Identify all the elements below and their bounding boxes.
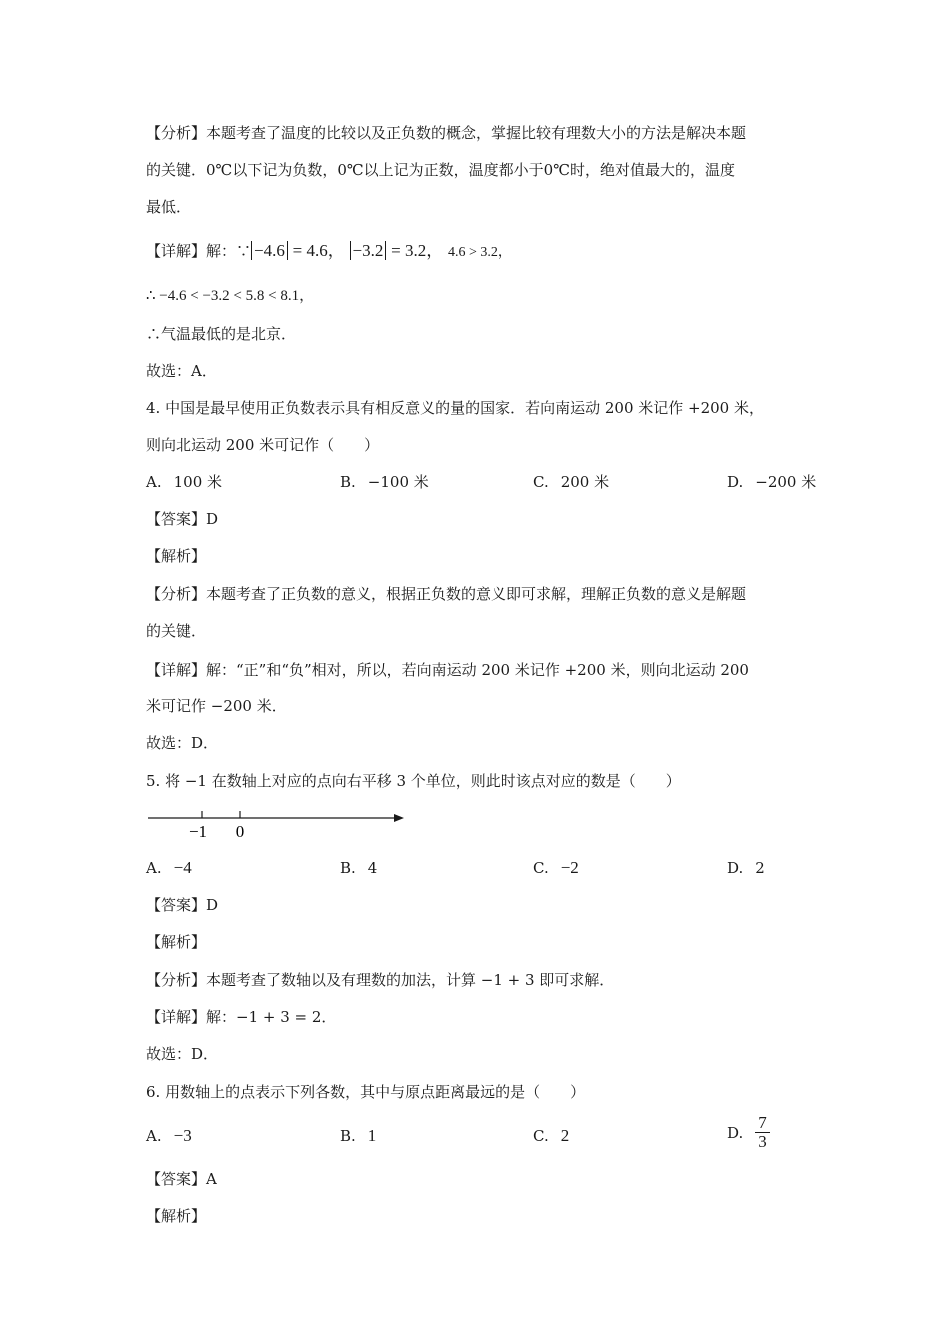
q6-option-b: B. 1 [340,1126,377,1145]
q4-option-c: C. 200 米 [533,473,610,491]
q5-analysis: 【分析】本题考查了数轴以及有理数的加法，计算 −1 + 3 即可求解． [146,971,615,989]
q4-option-a: A. 100 米 [146,473,223,491]
number-line [146,806,416,842]
q3-abs-value-2: −3.2 [350,241,387,260]
q6-option-c: C. 2 [533,1126,570,1145]
q3-abs-result-2: = 3.2， [391,241,444,260]
q5-choice: 故选：D． [146,1045,219,1063]
tick-label-neg-one: −1 [188,822,208,841]
q6-answer: 【答案】A [146,1170,217,1188]
q3-detail-line [146,241,512,263]
q5-parse-heading: 【解析】 [146,933,207,951]
q3-analysis-line-2: 的关键．0℃以下记为负数，0℃以上记为正数，温度都小于0℃时，绝对值最大的，温度 [146,161,735,179]
q4-stem-line-2: 则向北运动 200 米可记作（ ） [146,436,380,454]
q5-stem: 5. 将 −1 在数轴上对应的点向右平移 3 个单位，则此时该点对应的数是（ ） [146,772,681,790]
q5-option-d: D. 2 [727,859,765,877]
q4-option-b: B. −100 米 [340,473,429,491]
q4-detail-line-1: 【详解】解：“正”和“负”相对，所以，若向南运动 200 米记作 +200 米，则向北运动 200 [146,661,749,679]
q3-compare: 4.6 > 3.2， [448,245,512,260]
q4-detail-line-2: 米可记作 −200 米． [146,697,287,715]
q5-option-a: A. −4 [146,858,192,877]
q5-detail: 【详解】解：−1 + 3 = 2． [146,1008,337,1026]
q3-order: ∴ −4.6 < −3.2 < 5.8 < 8.1， [146,288,315,304]
q5-option-b: B. 4 [340,859,378,877]
q4-analysis-line-1: 【分析】本题考查了正负数的意义，根据正负数的意义即可求解，理解正负数的意义是解题 [146,585,747,603]
q6-option-a: A. −3 [146,1126,192,1145]
q3-detail-prefix: 【详解】解：∵ [146,242,252,260]
q6-parse-heading: 【解析】 [146,1207,207,1225]
tick-label-zero: 0 [235,822,245,841]
q6-stem: 6. 用数轴上的点表示下列各数，其中与原点距离最远的是（ ） [146,1083,586,1101]
q4-analysis-line-2: 的关键． [146,622,207,640]
q3-analysis-line-1: 【分析】本题考查了温度的比较以及正负数的概念，掌握比较有理数大小的方法是解决本题 [146,124,747,142]
number-line-arrow-icon [394,814,404,822]
q4-parse-heading: 【解析】 [146,547,207,565]
q6-option-d: D. $\frac{7}{3}$ [727,1114,770,1151]
q3-choice: 故选：A． [146,362,217,380]
q3-abs-result-1: = 4.6， [292,241,345,260]
q4-stem-line-1: 4. 中国是最早使用正负数表示具有相反意义的量的国家．若向南运动 200 米记作 +200 米， [146,399,764,417]
q4-answer: 【答案】D [146,510,219,528]
q3-analysis-line-3: 最低． [146,198,192,216]
q4-choice: 故选：D． [146,734,219,752]
q5-answer: 【答案】D [146,896,219,914]
q5-option-c: C. −2 [533,858,579,877]
q3-conclusion: ∴气温最低的是北京． [146,325,297,343]
q3-abs-value-1: −4.6 [251,241,288,260]
fraction-seven-thirds: $\frac{7}{3}$ [755,1114,770,1151]
q4-option-d: D. −200 米 [727,473,817,491]
